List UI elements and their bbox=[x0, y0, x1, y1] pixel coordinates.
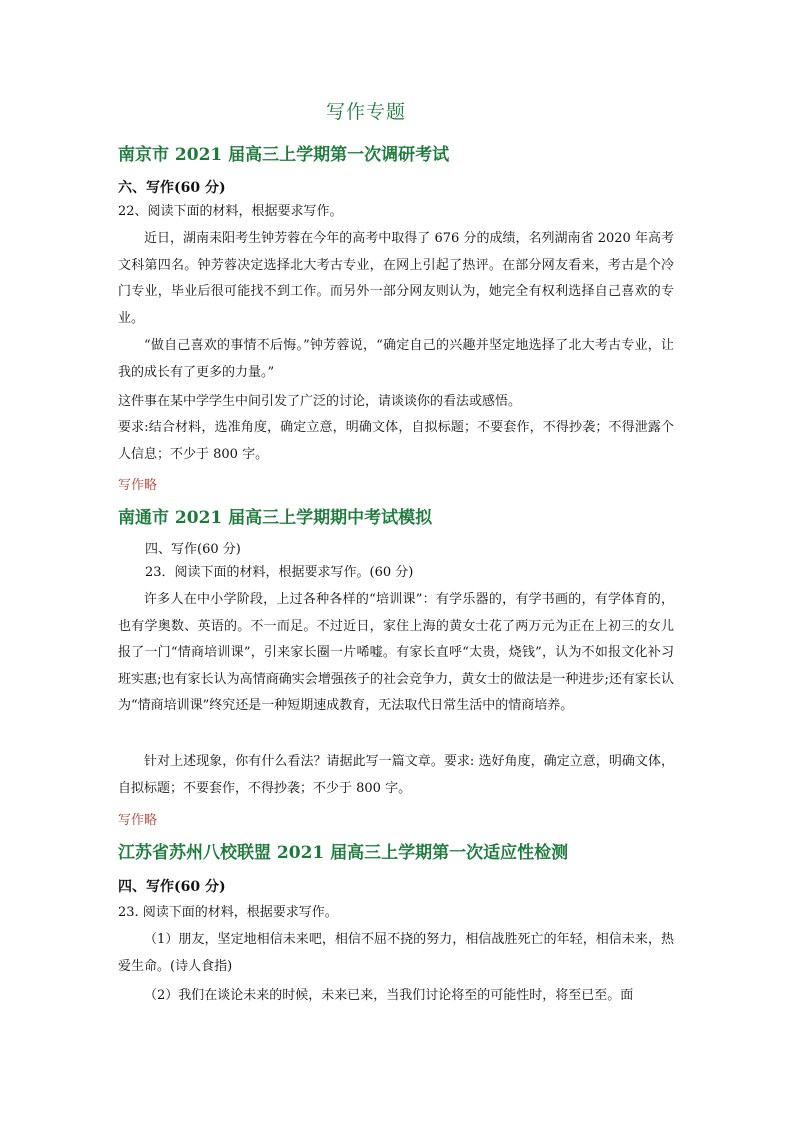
question-prompt-suzhou: 23. 阅读下面的材料，根据要求写作。 bbox=[118, 905, 338, 920]
discussion-line: 这件事在某中学学生中间引发了广泛的讨论，请谈谈你的看法或感悟。 bbox=[118, 394, 522, 409]
section-title-nantong: 南通市 2021 届高三上学期期中考试模拟 bbox=[118, 508, 433, 528]
quote-paragraph: “做自己喜欢的事情不后悔。”钟芳蓉说，“确定自己的兴趣并坚定地选择了北大考古专业，让我的成长有了更多的力量。” bbox=[118, 338, 674, 380]
material-item-2: （2）我们在谈论未来的时候，未来已来，当我们讨论将至的可能性时，将至已至。面 bbox=[144, 988, 634, 1003]
question-prompt-nantong: 23．阅读下面的材料，根据要求写作。(60 分) bbox=[145, 565, 414, 580]
document-title: 写作专题 bbox=[325, 101, 406, 123]
part-heading-suzhou: 四、写作(60 分) bbox=[118, 879, 226, 895]
material-paragraph: 许多人在中小学阶段，上过各种各样的“培训课”：有学乐器的，有学书画的，有学体育的，也有学奥数、英语的。不一而足。不过近日，家住上海的黄女士花了两万元为正在上初三的女儿报了一门“情商培训课”，引来家长圈一片唏嘘。有家长直呼“太贵，烧钱”，认为不如报文化补习班实惠;也有家长认为高情商确实会增强孩子的社会竞争力，黄女士的做法是一种进步;还有家长认为“情商培训课”终究还是一种短期速成教育，无法取代日常生活中的情商培养。 bbox=[118, 592, 674, 713]
part-heading-nanjing: 六、写作(60 分) bbox=[118, 180, 226, 196]
material-item-1: （1）朋友，坚定地相信未来吧，相信不屈不挠的努力，相信战胜死亡的年轻，相信未来，热爱生命。(诗人食指) bbox=[118, 932, 674, 974]
part-heading-nantong: 四、写作(60 分) bbox=[145, 542, 241, 557]
requirements-paragraph: 要求:结合材料，选准角度，确定立意，明确文体，自拟标题；不要套作，不得抄袭；不得泄露个人信息；不少于 800 字。 bbox=[118, 420, 674, 462]
material-paragraph: 近日，湖南耒阳考生钟芳蓉在今年的高考中取得了 676 分的成绩，名列湖南省 2020 年高考文科第四名。钟芳蓉决定选择北大考古专业，在网上引起了热评。在部分网友看来，考古是个冷门专业，毕业后很可能找不到工作。而另外一部分网友则认为，她完全有权利选择自己喜欢的专业。 bbox=[118, 231, 674, 326]
requirements-paragraph: 针对上述现象，你有什么看法？请据此写一篇文章。要求: 选好角度，确定立意，明确文体，自拟标题；不要套作，不得抄袭；不少于 800 字。 bbox=[118, 754, 674, 796]
section-title-suzhou: 江苏省苏州八校联盟 2021 届高三上学期第一次适应性检测 bbox=[118, 843, 569, 863]
answer-omitted-note: 写作略 bbox=[118, 478, 158, 493]
answer-omitted-note: 写作略 bbox=[118, 813, 158, 828]
section-title-nanjing: 南京市 2021 届高三上学期第一次调研考试 bbox=[118, 145, 450, 165]
question-prompt-nanjing: 22、阅读下面的材料，根据要求写作。 bbox=[118, 204, 343, 219]
